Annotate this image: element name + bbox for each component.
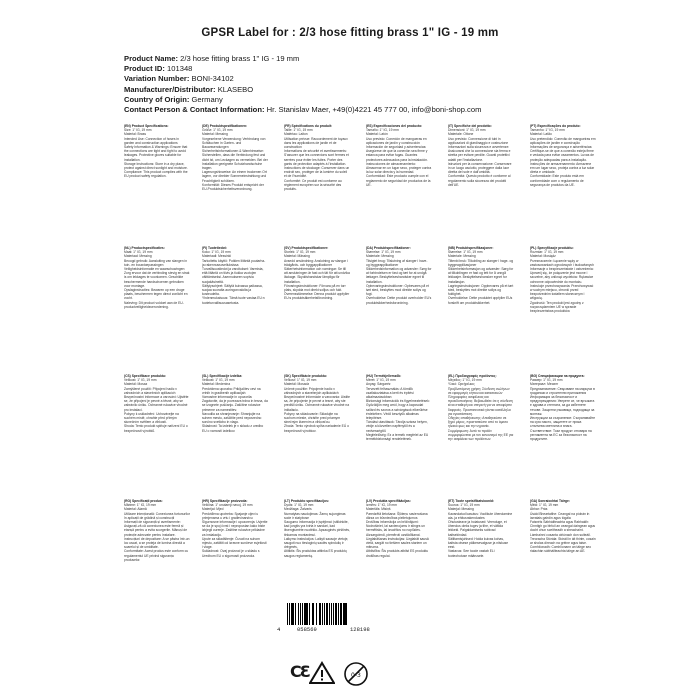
language-block-body: Veličina: 1" unutarnji navoj, 19 mm Materijal: Mjed Predviđena upotreba: Spajanje cijevi u primjenama u vrtu i građevinarstvu Sigurnosne informacije i upozorenja: Uvjerite se da je spoj čvrst i nepropustan kako biste izbjegli curenje. Zaštitne rukavice prikladne za instalaciju. Upute za skladištenje: Čuvati na suhom mjestu, zaštititi od izravne sunčeve svjetlosti i vlage. Sukladnost: Ovaj proizvod je u skladu s Uredbom EU o sigurnosti proizvoda.: [202, 503, 268, 558]
barcode-digits-middle: 058569: [297, 626, 317, 633]
language-block-body: Suurus: 1" IG, 19 mm Materjal: Messing Kavandatud kasutus: Voolikute ühendamine aia- ja ehitusrakendustes Ohutusteave ja hoiatused: Veenduge, et ühendus oleks tugev ja tihe, et vältida lekkeid. Paigaldamiseks sobivad kaitsekindad. Säilitamisjuhised: Hoida kuivas kohas, kaitsta otsese päikesevalguse ja niiskuse eest. Vastavus: See toode vastab ELi tooteohutuse määrusele.: [448, 503, 513, 558]
language-block-heading: (FR) Spécifications du produit:: [284, 124, 333, 128]
language-block-body: Storlek: 1" IG, 19 mm Material: Mässing Avsedd användning: Anslutning av slangar i trädgårds- och byggapplikationer Säkerhetsinformation och varningar: Se till att anslutningen är fast och tät för att undvika läckage. Skyddshandskar lämpliga för installation. Förvaringsinstruktioner: Förvara på en torr plats, skydda mot direkt solljus och fukt. Överensstämmelse: Denna produkt uppfyller EU:s produktsäkerhetsförordning.: [284, 250, 350, 301]
language-block-heading: (NB) Produktspesifikasjoner:: [448, 246, 494, 250]
age-restriction-icon: [343, 661, 369, 687]
language-block: [284, 246, 350, 364]
product-info-value: 2/3 hose fitting brass 1" IG - 19 mm: [180, 54, 300, 63]
language-block-heading: (RO) Specificații produs:: [124, 499, 163, 503]
language-block-body: Größe: 1" IG, 19 mm Material: Messing Vorgesehene Verwendung: Verbindung von Schläuchen in Garten- und Bauanwendungen Sicherheitsinformationen & Warnhinweise: Sicherstellen, dass die Verbindung fest und dicht ist, um Leckagen zu vermeiden. Bei der Installation geeignete Schutzhandschuhe tragen. Lagerungshinweise: An einem trockenen Ort lagern, vor direkter Sonneneinstrahlung und Feuchtigkeit schützen. Konformität: Dieses Produkt entspricht der EU-Produktsicherheitsverordnung.: [202, 128, 268, 192]
language-block: [530, 374, 596, 492]
product-info-row: [124, 74, 684, 84]
language-block: [284, 374, 350, 492]
language-block-body: Μέγεθος: 1" IG, 19 mm Υλικό: Ορείχαλκος Προβλεπόμενη χρήση: Σύνδεση σωλήνων σε εφαρμογές κήπου και κατασκευών Πληροφορίες ασφάλειας και προειδοποιήσεις: Βεβαιωθείτε ότι η σύνδεση είναι σταθερή και στεγανή για να αποφύγετε διαρροές. Προστατευτικά γάντια κατάλληλα για εγκατάσταση. Οδηγίες αποθήκευσης: Αποθηκεύστε σε ξηρό μέρος, προστατεύστε από το άμεσο ηλιακό φως και την υγρασία. Συμμόρφωση: Αυτό το προϊόν συμμορφώνεται με τον κανονισμό της ΕΕ για την ασφάλεια των προϊόντων.: [448, 378, 514, 442]
product-info-label: Manufacturer/Distributor:: [124, 84, 216, 94]
language-block: [366, 124, 432, 242]
language-block-heading: (LT) Produkto specifikacijos:: [284, 499, 330, 503]
language-block: [124, 374, 190, 492]
product-info-label: Country of Origin:: [124, 94, 190, 104]
language-block-body: Izmērs: 1" IG, 19 mm Materiāls: Misiņš Paredzētā lietošana: Šļūteņu savienošana dārza un būvniecības pielietojumos Drošības informācija un brīdinājumi: Nodrošiniet, lai savienojums ir stingrs un hermētisks, lai izvairītos no noplūdes. Aizsargcimdi, piemēroti uzstādīšanai. Uzglabāšanas instrukcijas: Uzglabāt sausā vietā, sargāt no tiešiem saules stariem un mitruma. Atbilstība: Šis produkts atbilst ES produktu drošības regulai.: [366, 503, 429, 558]
language-block-heading: (SK) Špecifikácie produktu:: [284, 374, 328, 378]
svg-text:0-3: 0-3: [351, 672, 361, 679]
language-block: [448, 499, 514, 599]
language-block-body: Dimensioni: 1" IG, 19 mm Materiale: Ottone Uso previsto: Connessione di tubi in applicazioni di giardinaggio e costruzione Informazioni sulla sicurezza e avvertenze: Assicurarsi che la connessione sia ferma e stretta per evitare perdite. Guanti protettivi adatti per l'installazione. Istruzioni per la conservazione: Conservare in un luogo asciutto, proteggere dalla luce diretta del sole e dall'umidità. Conformità: Questo prodotto è conforme al regolamento sulla sicurezza dei prodotti dell'UE.: [448, 128, 512, 187]
language-block-body: Mărime: 1" IG, 19 mm Material: Alamă Utilizare intenționată: Conexiunea furtunurilor în aplicații de grădină și construcții Informații de siguranță și avertismente: Asigurați-vă că conexiunea este fermă și etanșă pentru a evita scurgerile. Mănuși de protecție adecvate pentru instalare. Instrucțiuni de depozitare: A se păstra într-un loc uscat, a se proteja de lumina directă a soarelui și de umiditate. Conformitate: Acest produs este conform cu regulamentul UE privind siguranța produselor.: [124, 503, 190, 562]
language-block-heading: (NL) Productspecificaties:: [124, 246, 165, 250]
language-block: [448, 246, 514, 364]
language-block: [366, 246, 432, 364]
language-block: [530, 124, 596, 242]
language-block-heading: (SV) Produktspecifikationer:: [284, 246, 329, 250]
language-block-heading: (IT) Specifiche del prodotto:: [448, 124, 492, 128]
product-info-row: [124, 54, 684, 64]
language-block-body: Velikost: 1" IG, 19 mm Material: Medenina Predvidena uporaba: Priključitev cevi na vrtnih in gradbenih aplikacijah Varnostne informacije in opozorila: Zagotovite, da je povezava trdna in tesna, da se izognete puščanju. Zaščitne rokavice primerne za namestitev. Navodila za shranjevanje: Shranjujte na suhem mestu, zaščitite pred neposredno sončno svetlobo in vlago. Skladnost: Ta izdelek je v skladu z uredbo EU o varnosti izdelkov.: [202, 378, 268, 433]
language-block: [284, 499, 350, 599]
ce-mark-icon: CƐ: [290, 662, 309, 681]
language-block-body: Tamanho: 1" IG, 19 mm Material: Latão Uso pretendido: Conexão de mangueiras em aplicações de jardim e construção Informações de segurança e advertências: Certifique-se de que a conexão esteja firme e vedada para evitar vazamentos. Luvas de proteção adequadas para a instalação. Instruções de armazenamento: Armazene em um lugar seco, proteja contra a luz solar direta e umidade. Conformidade: Este produto está em conformidade com o regulamento de segurança de produtos da UE.: [530, 128, 596, 187]
language-block-heading: (BG) Спецификации на продукта:: [530, 374, 585, 378]
language-block-heading: (CS) Specifikace produktu:: [124, 374, 167, 378]
product-info-row: [124, 105, 684, 115]
language-block: [202, 246, 268, 364]
language-block-heading: (DE) Produktspezifikationen:: [202, 124, 248, 128]
language-block-heading: (ES) Especificaciones del producto:: [366, 124, 423, 128]
language-block-heading: (EL) Προδιαγραφές προϊόντος:: [448, 374, 497, 378]
language-block: [448, 124, 514, 242]
language-block-body: Méid: 1" IG, 19 mm Ábhar: Prás Úsáid Bheartaithe: Ceangal na píobán in iarratais gairdín agus tógála Faisnéis Sábháilteachta agus Rabhaidh: Cinntigh go bhfuil an ceangal daingean agus docht chun sceitheadh a sheachaint. Lámhainní cosanta oiriúnach don suiteáil. Treoracha Stórála: Stóráil in áit thirim, cosain ar sholas díreach na gréine agus taise. Comhlíonadh: Comhlíonann an táirge seo rialachán sábháilteachta táirge an AE.: [530, 503, 596, 554]
product-info: [124, 54, 684, 115]
product-info-value: Hr. Stanislav Maer, +49(0)4221 45 777 00, info@boni-shop.com: [266, 105, 482, 115]
language-block-heading: (LV) Produkta specifikācijas:: [366, 499, 411, 503]
language-block: [530, 246, 596, 364]
product-info-row: [124, 95, 684, 105]
language-block-heading: (GA) Sonraíochtaí Táirge:: [530, 499, 570, 503]
language-block: [202, 499, 268, 599]
language-block-body: Maat: 1" IG, 19 mm Materiaal: Messing Beoogd gebruik: Aansluiting van slangen in tuin- en bouwtoepassingen Veiligheidsinformatie en waarschuwingen: Zorg ervoor dat de verbinding stevig en strak is om lekkages te voorkomen. Geschikte beschermende handschoenen gebruiken voor montage. Opslaginstructies: Bewaren op een droge plaats, beschermen tegen direct zonlicht en vocht. Naleving: Dit product voldoet aan de EU-productveiligheidsverordening.: [124, 250, 190, 309]
language-block-body: Rozmiar: 1" IG, 19 mm Materiał: Mosiądz Przeznaczenie: Łączenie węży w zastosowaniach ogrodowych i budowlanych Informacje o bezpieczeństwie i ostrzeżenia: Upewnij się, że połączenie jest mocne i szczelne, aby uniknąć wycieków. Rękawice ochronne odpowiednie do montażu. Instrukcje przechowywania: Przechowywać w suchym miejscu, chronić przed bezpośrednim światłem słonecznym i wilgocią. Zgodność: Ten produkt jest zgodny z rozporządzeniem UE w sprawie bezpieczeństwa produktów.: [530, 250, 594, 314]
language-block-body: Koko: 1" IG, 19 mm Materiaali: Messinki Tarkoitettu käyttö: Putkien liitäntä puutarha- ja rakennussovelluksissa Turvallisuustiedot ja varoitukset: Varmista, että liitäntä on tiivis ja tiukka vuotojen välttämiseksi. Asennukseen sopivia suojakäsineitä. Säilytysohjeet: Säilytä kuivassa paikassa, suojaa suoralta auringonvalolta ja kosteudelta. Yhdenmukaisuus: Tämä tuote vastaa EU:n tuoteturvallisuusasetusta.: [202, 250, 266, 305]
product-info-value: Germany: [191, 94, 223, 104]
language-block-heading: (FI) Tuotetiedot:: [202, 246, 227, 250]
language-block-body: Размер: 1" IG, 19 mm Материал: Месинг Предназначение: Свързване на маркучи в градински и строителни приложения Информация за безопасност и предупреждения: Уверете се, че връзката е здрава и стегната, за да избегнете течове. Защитни ръкавици, подходящи за монтаж. Инструкции за съхранение: Съхранявайте на сухо място, защитете от пряка слънчева светлина и влага. Съответствие: Този продукт отговаря на регламента на ЕС за безопасност на продуктите.: [530, 378, 596, 442]
warning-triangle-icon: [309, 661, 335, 685]
language-block-body: Taille: 1" IG, 19 mm Matériau: Laiton Utilisation prévue: Raccordement de tuyaux dans les applications de jardin et de construction Informations de sécurité et avertissements: S'assurer que les connexions sont fermes et serrées pour éviter les fuites. Porter des gants de protection adaptés à l'installation. Instructions de stockage: Conserver dans un endroit sec, protéger de la lumière du soleil et de l'humidité. Conformité: Ce produit est conforme au règlement européen sur la sécurité des produits.: [284, 128, 350, 192]
language-block-body: Tamaño: 1" IG, 19 mm Material: Latón Uso previsto: Conexión de mangueras en aplicaciones de jardín y construcción Información de seguridad y advertencias: Asegúrese de que la conexión sea firme y estanca para evitar fugas. Guantes protectores adecuados para la instalación. Instrucciones de almacenamiento: Almacenar en un lugar seco, proteger contra la luz solar directa y la humedad. Conformidad: Este producto cumple con el reglamento de seguridad de productos de la UE.: [366, 128, 432, 187]
product-info-row: [124, 64, 684, 74]
product-info-label: Variation Number:: [124, 74, 190, 84]
language-block: [530, 499, 596, 599]
product-info-row: [124, 85, 684, 95]
language-block-body: Dydis: 1" IG, 19 mm Medžiaga: Žalvaris Numatytas naudojimas: Žarnų sujungimas sode ir statybose Saugumo informacija ir įspėjimai: Įsitikinkite, kad jungtis yra tvirta ir sandari, kad išvengtumėte nuotėkio. Apsauginės pirštinės, tinkamos montavimui. Laikymo instrukcijos: Laikyti sausoje vietoje, saugoti nuo tiesioginių saulės spindulių ir drėgmės. Atitiktis: Šis produktas atitinka ES produktų saugos reglamentą.: [284, 503, 350, 558]
language-block-heading: (DA) Produktspecifikationer:: [366, 246, 411, 250]
product-info-value: 101348: [167, 64, 193, 74]
product-info-value: BONI-34102: [191, 74, 234, 84]
language-block: [202, 374, 268, 492]
barcode-bars: [287, 603, 402, 625]
language-block-heading: (ET) Toote spetsifikatsioonid:: [448, 499, 495, 503]
language-block: [124, 499, 190, 599]
language-block-body: Size: 1" IG, 19 mm Material: Brass Intended Use: Connection of hoses in garden and construction applications Safety Information & Warnings: Ensure that the connections are tight and tight to avoid leakages. Protective gloves suitable for installation. Storage Instructions: Store in a dry place, protect against direct sunlight and moisture. Compliance: This product complies with the EU product safety regulation.: [124, 128, 188, 179]
language-block-heading: (PT) Especificações do produto:: [530, 124, 581, 128]
language-block-heading: (EN) Product Specifications:: [124, 124, 169, 128]
product-info-label: Product Name:: [124, 54, 179, 63]
language-block-heading: (HR) Specifikacije proizvoda:: [202, 499, 248, 503]
language-block: [366, 499, 432, 599]
language-block-body: Velikost: 1" IG, 19 mm Materiál: Mosaz Zamýšlené použití: Připojení hadic v zahradních a stavebních aplikacích Bezpečnostní informace a varování: Ujistěte se, že připojení je pevné a těsné, aby se zabránilo úniku. Ochranné rukavice vhodné pro instalaci. Pokyny k uskladnění: Uchovávejte na suchém místě, chraňte před přímým slunečním světlem a vlhkostí. Shoda: Tento produkt splňuje nařízení EU o bezpečnosti výrobků.: [124, 378, 189, 433]
language-block-body: Veľkosť: 1" IG, 19 mm Materiál: Mosadz Určené použitie: Pripojenie hadíc v záhradných a stavebných aplikáciách Bezpečnostné informácie a varovania: Uistite sa, že pripojenie je pevné a tesné, aby ste predišli úniku. Ochranné rukavice vhodné na inštaláciu. Pokyny na skladovanie: Skladujte na suchom mieste, chráňte pred priamym slnečným žiarením a vlhkosťou. Zhoda: Tento výrobok spĺňa nariadenie EÚ o bezpečnosti výrobkov.: [284, 378, 350, 433]
language-block-body: Størrelse: 1" IG, 19 mm Materiale: Messing Tiltenkt bruk: Tilkobling av slanger i hage- og byggeapplikasjoner Sikkerhetsinformasjon og advarsler: Sørg for at tilkoblingen er fast og tett for å unngå lekkasjer. Beskyttelseshansker egnet for installasjon. Lagringsinstruksjoner: Oppbevares på et tørt sted, beskyttes mot direkte sollys og fuktighet. Overholdelse: Dette produktet oppfyller EUs forskrift om produktsikkerhet.: [448, 250, 514, 305]
barcode-digits-right: 128198: [350, 626, 370, 633]
label-title: GPSR Label for : 2/3 hose fitting brass 1" IG - 19 mm: [201, 27, 499, 39]
language-block: [366, 374, 432, 492]
language-block: [284, 124, 350, 242]
language-block: [124, 124, 190, 242]
language-block: [202, 124, 268, 242]
product-info-label: Product ID:: [124, 64, 165, 74]
language-block-heading: (HU) Termékjellemzők:: [366, 374, 402, 378]
language-block-body: Størrelse: 1" IG, 19 mm Materiale: Messing Tilsigtet brug: Tilslutning af slanger i have- og byggeapplikationer Sikkerhedsinformation og advarsler: Sørg for at forbindelsen er fast og tæt for at undgå lækager. Beskyttelseshandsker egnet til installation. Opbevaringsinstruktioner: Opbevares på et tørt sted, beskyttes mod direkte sollys og fugt. Overholdelse: Dette produkt overholder EU's produktsikkerhedsforordning.: [366, 250, 432, 305]
language-block-body: Méret: 1" IG, 19 mm Anyag: Sárgaréz Tervezett felhasználás: A tömlők csatlakoztatása a kerti és építési alkalmazásokban Biztonsági információk és figyelmeztetések: Győződjön meg arról, hogy a kapcsolat szilárd és szoros a szivárgások elkerülése érdekében. Védő kesztyűk alkalmas telepítésre. Tárolási utasítások: Tárolja száraz helyen, védje a közvetlen napfénytől és a nedvességtől. Megfelelőség: Ez a termék megfelel az EU termékbiztonsági rendeletének.: [366, 378, 430, 442]
language-block: [124, 246, 190, 364]
language-block-heading: (PL) Specyfikacje produktu:: [530, 246, 574, 250]
barcode-digit-left: 4: [277, 626, 281, 633]
product-info-label: Contact Person & Contact Information:: [124, 105, 265, 115]
barcode-bar: [347, 603, 348, 625]
product-info-value: KLASEBO: [217, 84, 254, 94]
language-block-heading: (SL) Specifikacije izdelka:: [202, 374, 243, 378]
language-block: [448, 374, 514, 492]
